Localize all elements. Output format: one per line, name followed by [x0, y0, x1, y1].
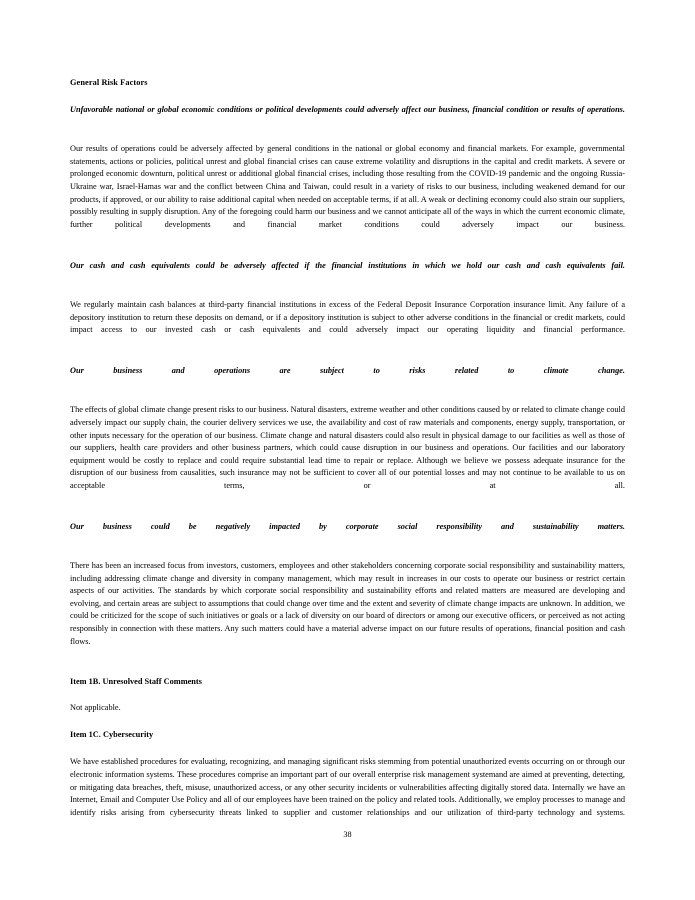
risk-heading-cash-equivalents: Our cash and cash equivalents could be adversely affected if the financial institutions in which we hold our cash and cash equivalents fail.	[70, 261, 625, 271]
page-number: 38	[343, 830, 352, 839]
risk-paragraph-social-responsibility: There has been an increased focus from investors, customers, employees and other stakeholders concerning corporate social responsibility and sustainability matters, including addressing climate change and diversity in company management, which may result in increases in our costs to operate our business or restrict certain aspects of our activities. The standards by which corporate social responsibility and sustainability efforts and related matters are measured are developing and evolving, and certain areas are subject to assumptions that could change over time and the extent and severity of climate change impacts are unknown. In addition, we could be criticized for the scope of such initiatives or goals or a lack of diversity on our board of directors or among our executive officers, or perceived as not acting responsibly in connection with these matters. Any such matters could have a material adverse impact on our future results of operations, financial position and cash flows.	[70, 561, 625, 646]
risk-heading-economic-conditions: Unfavorable national or global economic conditions or political developments could adversely affect our business, financial condition or results of operations.	[70, 105, 625, 115]
risk-heading-social-responsibility: Our business could be negatively impacted by corporate social responsibility and sustainability matters.	[70, 522, 625, 532]
risk-paragraph-climate-change: The effects of global climate change present risks to our business. Natural disasters, extreme weather and other conditions caused by or related to climate change could adversely impact our supply chain, the courier delivery services we use, the availability and cost of raw materials and components, energy supply, transportation, or other inputs necessary for the operation of our business. Climate change and natural disasters could also result in physical damage to our facilities as well as those of our suppliers, health care providers and other business partners, which could cause disruption in our business and operations. Our facilities and our laboratory equipment would be costly to replace and could require substantial lead time to repair or replace. Although we believe we possess adequate insurance for the disruption of our business from causalities, such insurance may not be sufficient to cover all of our potential losses and may not continue to be available to us on acceptable terms, or at all.	[70, 405, 625, 490]
page-title: General Risk Factors	[70, 78, 148, 87]
item-heading-cybersecurity: Item 1C. Cybersecurity	[70, 730, 154, 740]
item-heading-unresolved-staff-comments: Item 1B. Unresolved Staff Comments	[70, 676, 202, 686]
item-body-unresolved-staff-comments: Not applicable.	[70, 703, 121, 713]
risk-paragraph-economic-conditions: Our results of operations could be adversely affected by general conditions in the national or global economy and financial markets. For example, governmental statements, actions or policies, political unrest and global financial crises can cause extreme volatility and disruptions in the capital and credit markets. A severe or prolonged economic downturn, political unrest or additional global financial crises, including those resulting from the COVID-19 pandemic and the ongoing Russia-Ukraine war, Israel-Hamas war and the conflict between China and Taiwan, could result in a variety of risks to our business, including weakened demand for our products, if approved, or our ability to raise additional capital when needed on acceptable terms, if at all. A weak or declining economy could also strain our suppliers, possibly resulting in supply disruption. Any of the foregoing could harm our business and we cannot anticipate all of the ways in which the current economic climate, further political developments and financial market conditions could adversely impact our business.	[70, 144, 625, 229]
risk-heading-climate-change: Our business and operations are subject to risks related to climate change.	[70, 366, 625, 376]
risk-paragraph-cash-equivalents: We regularly maintain cash balances at third-party financial institutions in excess of the Federal Deposit Insurance Corporation insurance limit. Any failure of a depository institution to return these deposits on demand, or if a depository institution is subject to other adverse conditions in the financial or credit markets, could impact access to our invested cash or cash equivalents and could adversely impact our operating liquidity and financial performance.	[70, 299, 625, 335]
document-body	[70, 78, 625, 832]
item-body-cybersecurity: We have established procedures for evaluating, recognizing, and managing significant risks stemming from potential unauthorized events occurring on or through our electronic information systems. These procedures comprise an important part of our overall enterprise risk management systemand are aimed at preventing, detecting, or mitigating data breaches, theft, misuse, unauthorized access, or any other security incidents or vulnerabilities affecting digitally stored data. Internally we have an Internet, Email and Computer Use Policy and all of our employees have been trained on the policy and related tools. Additionally, we employ processes to manage and identify risks arising from cybersecurity threats linked to supplier and customer relationships and our utilization of third-party technology and systems.	[70, 757, 625, 817]
